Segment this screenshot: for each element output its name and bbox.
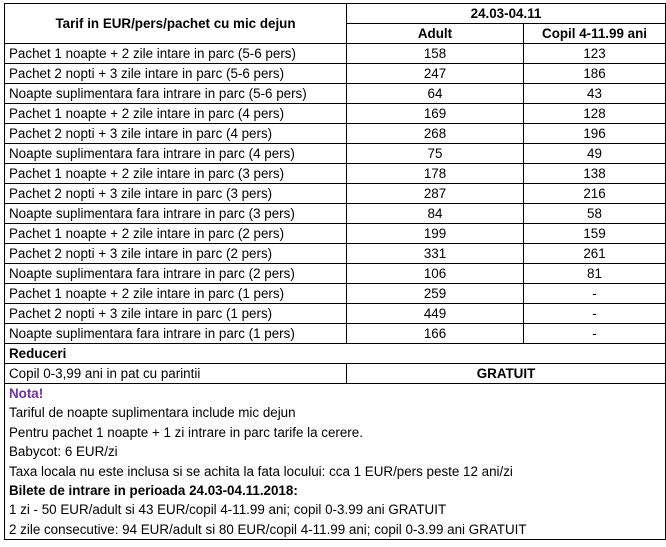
- nota-title: Nota!: [9, 386, 44, 401]
- price-sheet: [4, 3, 665, 540]
- table-row: [5, 64, 666, 84]
- row-adult-price: 331: [347, 244, 524, 264]
- row-label: Noapte suplimentara fara intrare in parc (3 pers): [5, 204, 347, 224]
- table-row: [5, 224, 666, 244]
- row-adult-price: 169: [347, 104, 524, 124]
- row-label: Noapte suplimentara fara intrare in parc (2 pers): [5, 264, 347, 284]
- row-label: Noapte suplimentara fara intrare in parc (1 pers): [5, 324, 347, 344]
- row-adult-price: 199: [347, 224, 524, 244]
- row-child-price: 58: [524, 204, 666, 224]
- row-label: Pachet 1 noapte + 2 zile intare in parc (1 pers): [5, 284, 347, 304]
- row-child-price: -: [524, 324, 666, 344]
- nota-line: Taxa locala nu este inclusa si se achita la fata locului: cca 1 EUR/pers peste 12 ani/zi: [9, 463, 513, 479]
- tickets-line: 1 zi - 50 EUR/adult si 43 EUR/copil 4-11.99 ani; copil 0-3.99 ani GRATUIT: [9, 502, 447, 518]
- table-row: [5, 184, 666, 204]
- row-adult-price: 268: [347, 124, 524, 144]
- row-adult-price: 259: [347, 284, 524, 304]
- row-child-price: -: [524, 284, 666, 304]
- row-adult-price: 64: [347, 84, 524, 104]
- nota-line: Tariful de noapte suplimentara include mic dejun: [9, 405, 296, 421]
- tickets-line: 2 zile consecutive: 94 EUR/adult si 80 EUR/copil 4-11.99 ani; copil 0-3.99 ani GRATUIT: [9, 521, 527, 537]
- row-adult-price: 178: [347, 164, 524, 184]
- row-adult-price: 158: [347, 44, 524, 64]
- row-adult-price: 75: [347, 144, 524, 164]
- table-row: [5, 244, 666, 264]
- tickets-title: Bilete de intrare in perioada 24.03-04.11.2018:: [9, 482, 298, 498]
- row-label: Pachet 1 noapte + 2 zile intare in parc (5-6 pers): [5, 44, 347, 64]
- price-table: [4, 3, 666, 540]
- row-child-price: 81: [524, 264, 666, 284]
- table-row: [5, 104, 666, 124]
- row-adult-price: 449: [347, 304, 524, 324]
- row-label: Pachet 2 nopti + 3 zile intare in parc (3 pers): [5, 184, 347, 204]
- row-child-price: 196: [524, 124, 666, 144]
- row-label: Noapte suplimentara fara intrare in parc (5-6 pers): [5, 84, 347, 104]
- row-label: Pachet 2 nopti + 3 zile intare in parc (1 pers): [5, 304, 347, 324]
- table-row: [5, 144, 666, 164]
- nota-line: Pentru pachet 1 noapte + 1 zi intrare in parc tarife la cerere.: [9, 424, 363, 440]
- row-child-price: 261: [524, 244, 666, 264]
- table-row: [5, 264, 666, 284]
- reduceri-header-row: [5, 344, 666, 364]
- row-child-price: 159: [524, 224, 666, 244]
- nota-section: [5, 384, 666, 540]
- header-row-top: [5, 4, 666, 24]
- row-label: Pachet 1 noapte + 2 zile intare in parc (3 pers): [5, 164, 347, 184]
- reduceri-row: [5, 364, 666, 384]
- row-adult-price: 247: [347, 64, 524, 84]
- row-child-price: 216: [524, 184, 666, 204]
- table-row: [5, 164, 666, 184]
- row-adult-price: 84: [347, 204, 524, 224]
- nota-row: [5, 384, 666, 540]
- row-adult-price: 106: [347, 264, 524, 284]
- reduceri-title: Reduceri: [5, 344, 666, 364]
- row-child-price: 43: [524, 84, 666, 104]
- column-header-adult: Adult: [347, 24, 524, 44]
- row-label: Pachet 1 noapte + 2 zile intare in parc (2 pers): [5, 224, 347, 244]
- row-child-price: 138: [524, 164, 666, 184]
- table-row: [5, 324, 666, 344]
- table-row: [5, 44, 666, 64]
- row-label: Pachet 2 nopti + 3 zile intare in parc (4 pers): [5, 124, 347, 144]
- table-row: [5, 124, 666, 144]
- table-title: Tarif in EUR/pers/pachet cu mic dejun: [5, 4, 347, 44]
- row-label: Pachet 1 noapte + 2 zile intare in parc (4 pers): [5, 104, 347, 124]
- row-child-price: 49: [524, 144, 666, 164]
- nota-line: Babycot: 6 EUR/zi: [9, 444, 118, 460]
- row-label: Noapte suplimentara fara intrare in parc (4 pers): [5, 144, 347, 164]
- table-row: [5, 84, 666, 104]
- reduceri-label: Copil 0-3,99 ani in pat cu parintii: [5, 364, 347, 384]
- date-range: 24.03-04.11: [347, 4, 666, 24]
- row-label: Pachet 2 nopti + 3 zile intare in parc (2 pers): [5, 244, 347, 264]
- row-child-price: 128: [524, 104, 666, 124]
- row-adult-price: 166: [347, 324, 524, 344]
- table-row: [5, 284, 666, 304]
- row-adult-price: 287: [347, 184, 524, 204]
- row-label: Pachet 2 nopti + 3 zile intare in parc (5-6 pers): [5, 64, 347, 84]
- row-child-price: 186: [524, 64, 666, 84]
- reduceri-value: GRATUIT: [347, 364, 666, 384]
- table-row: [5, 304, 666, 324]
- row-child-price: 123: [524, 44, 666, 64]
- row-child-price: -: [524, 304, 666, 324]
- column-header-child: Copil 4-11.99 ani: [524, 24, 666, 44]
- table-row: [5, 204, 666, 224]
